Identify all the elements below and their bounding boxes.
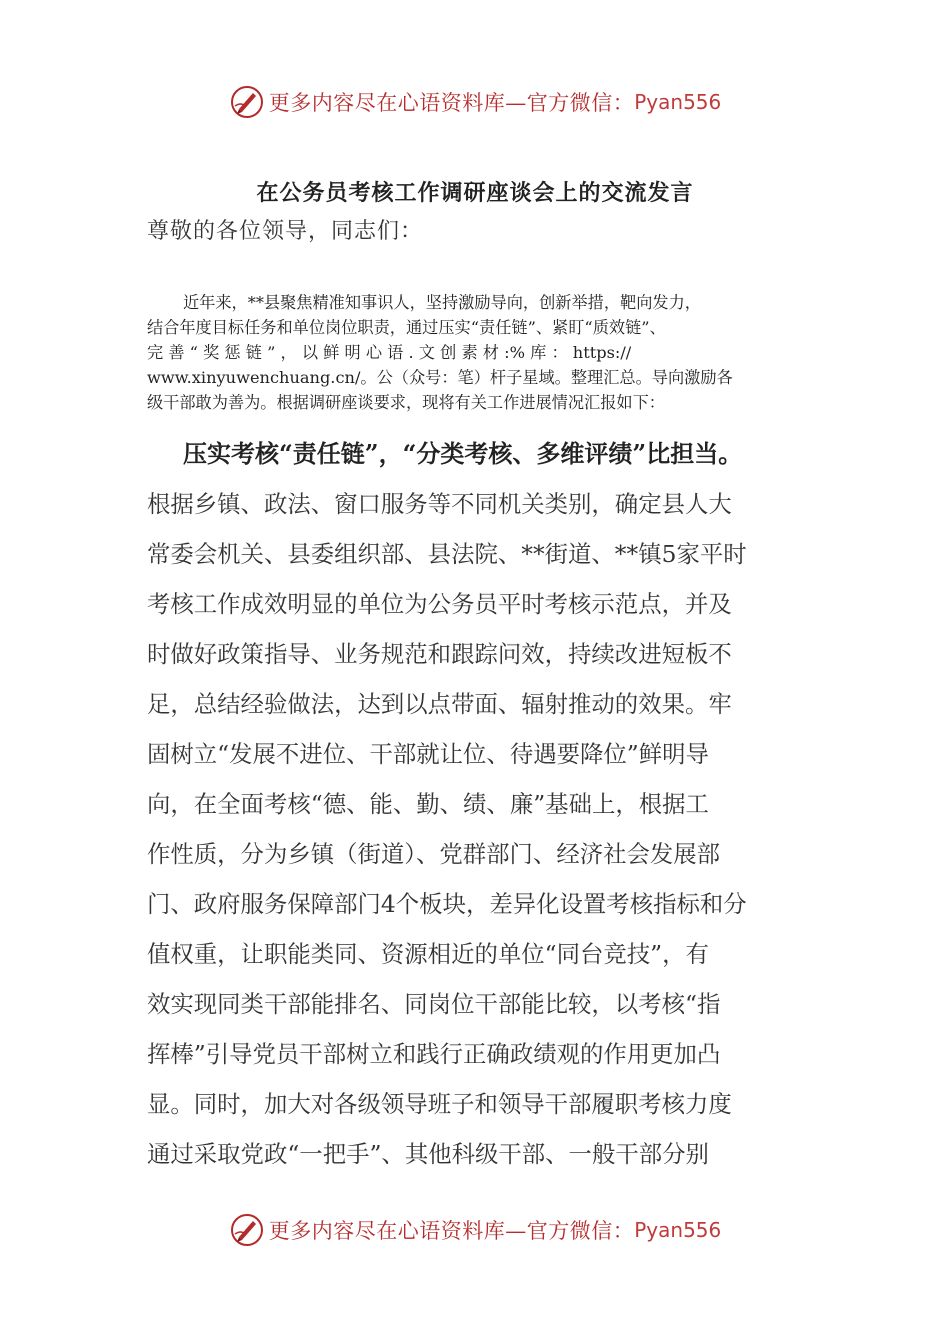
footer-banner — [0, 1210, 950, 1250]
body-line: 通过采取党政“一把手”、其他科级干部、一般干部分别 — [147, 1140, 709, 1168]
banner-wechat-id: Pyan556 — [634, 1218, 722, 1242]
body-line: 值权重，让职能类同、资源相近的单位“同台竞技”，有 — [147, 940, 709, 968]
body-line: 根据乡镇、政法、窗口服务等不同机关类别，确定县人大 — [147, 490, 732, 518]
section-heading-text: 压实考核“责任链”，“分类考核、多维评绩”比担当。 — [183, 439, 743, 468]
pen-logo-icon — [229, 84, 265, 120]
body-line: 时做好政策指导、业务规范和跟踪问效，持续改进短板不 — [147, 640, 732, 668]
banner-text: 更多内容尽在心语资料库—官方微信： — [268, 1219, 635, 1243]
intro-line: 级干部敢为善为。根据调研座谈要求，现将有关工作进展情况汇报如下： — [147, 393, 665, 412]
intro-line: 结合年度目标任务和单位岗位职责，通过压实“责任链”、紧盯“质效链”、 — [147, 318, 666, 337]
pen-logo-icon — [229, 1212, 265, 1248]
section-heading — [147, 434, 847, 469]
body-line: 向，在全面考核“德、能、勤、绩、廉”基础上，根据工 — [147, 790, 709, 818]
banner-wechat-id: Pyan556 — [634, 90, 722, 114]
body-line: 效实现同类干部能排名、同岗位干部能比较，以考核“指 — [147, 990, 721, 1018]
body-line: 常委会机关、县委组织部、县法院、**街道、**镇5家平时 — [147, 540, 747, 568]
intro-line: www.xinyuwenchuang.cn/。公（众号：笔）杆子星域。整理汇总。导向激励各 — [147, 368, 733, 387]
body-line: 足，总结经验做法，达到以点带面、辐射推动的效果。牢 — [147, 690, 732, 718]
document-title: 在公务员考核工作调研座谈会上的交流发言 — [256, 180, 694, 206]
intro-line: 近年来，**县聚焦精准知事识人，坚持激励导向，创新举措，靶向发力， — [183, 293, 701, 312]
intro-line: 完 善 “ 奖 惩 链 ” ， 以 鲜 明 心 语 . 文 创 素 材 :% 库 ： https:// — [147, 343, 632, 362]
intro-paragraph — [147, 290, 807, 415]
header-banner — [0, 82, 950, 122]
body-line: 考核工作成效明显的单位为公务员平时考核示范点，并及 — [147, 590, 732, 618]
body-line: 门、政府服务保障部门4个板块，差异化设置考核指标和分 — [147, 890, 747, 918]
body-line: 显。同时，加大对各级领导班子和领导干部履职考核力度 — [147, 1090, 732, 1118]
body-line: 固树立“发展不进位、干部就让位、待遇要降位”鲜明导 — [147, 740, 709, 768]
body-line: 作性质，分为乡镇（街道）、党群部门、经济社会发展部 — [147, 840, 721, 868]
body-line: 挥棒”引导党员干部树立和践行正确政绩观的作用更加凸 — [147, 1040, 721, 1068]
banner-text: 更多内容尽在心语资料库—官方微信： — [268, 91, 635, 115]
salutation: 尊敬的各位领导，同志们： — [147, 219, 424, 244]
